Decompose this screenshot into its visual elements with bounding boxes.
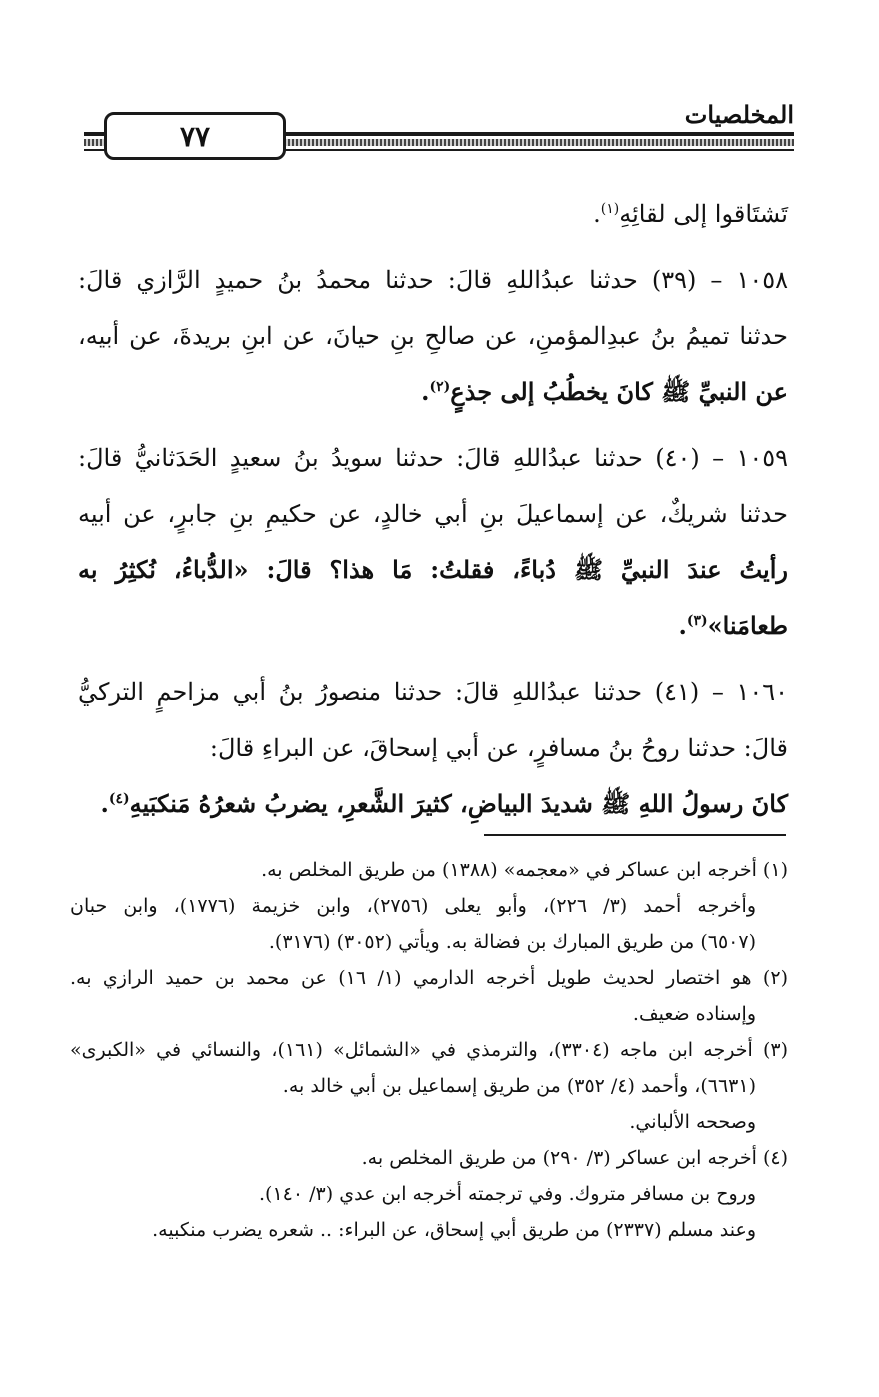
- footnote-ref: (١): [600, 201, 620, 217]
- footnotes: [70, 852, 788, 1248]
- hadith-1059-line-2: حدثنا شريكٌ، عن إسماعيلَ بنِ أبي خالدٍ، عن حكيمِ بنِ جابرٍ، عن أبيه: [78, 500, 788, 528]
- hadith-1060-line-1: ١٠٦٠ – (٤١) حدثنا عبدُاللهِ قالَ: حدثنا منصورُ بنُ أبي مزاحمٍ التركيُّ: [78, 678, 788, 706]
- footnote-2-line-2: وإسناده ضعيف.: [632, 1003, 756, 1025]
- text-span: طعامَنا»: [707, 611, 788, 640]
- hadith-1058-line-3: [78, 364, 788, 420]
- text-span: كانَ رسولُ اللهِ ﷺ شديدَ البياضِ، كثيرَ الشَّعرِ، يضربُ شعرُهُ مَنكبَيهِ: [129, 789, 788, 818]
- hadith-1059-line-4: [78, 598, 788, 654]
- footnote-divider: [484, 834, 786, 836]
- page-header: [84, 100, 794, 166]
- footnote-4-line-1: (٤) أخرجه ابن عساكر (٣/ ٢٩٠) من طريق المخلص به.: [361, 1147, 788, 1169]
- text-span: .: [100, 789, 109, 818]
- hadith-1060-line-2: قالَ: حدثنا روحُ بنُ مسافرٍ، عن أبي إسحاقَ، عن البراءِ قالَ:: [209, 734, 788, 762]
- footnote-1-line-2: وأخرجه أحمد (٣/ ٢٢٦)، وأبو يعلى (٢٧٥٦)، وابن خزيمة (١٧٧٦)، وابن حبان: [70, 895, 756, 917]
- footnote-ref: (٤): [108, 791, 130, 807]
- footnote-3-line-3: وصححه الألباني.: [629, 1111, 756, 1133]
- page-number: ٧٧: [104, 112, 286, 160]
- footnote-1-line-3: (٦٥٠٧) من طريق المبارك بن فضالة به. ويأتي (٣٠٥٢) (٣١٧٦).: [268, 931, 756, 953]
- footnote-3-line-1: (٣) أخرجه ابن ماجه (٣٣٠٤)، والترمذي في «الشمائل» (١٦١)، والنسائي في «الكبرى»: [70, 1039, 788, 1061]
- footnote-ref: (٣): [686, 613, 708, 629]
- footnote-3-line-2: (٦٦٣١)، وأحمد (٤/ ٣٥٢) من طريق إسماعيل بن أبي خالد به.: [282, 1075, 756, 1097]
- hadith-1059-line-3: رأيتُ عندَ النبيِّ ﷺ دُباءً، فقلتُ: مَا هذا؟ قالَ: «الدُّباءُ، نُكثِرُ به: [78, 555, 788, 584]
- footnote-2-line-1: (٢) هو اختصار لحديث طويل أخرجه الدارمي (١/ ١٦) عن محمد بن حميد الرازي به.: [70, 967, 788, 989]
- hadith-1058-line-1: ١٠٥٨ – (٣٩) حدثنا عبدُاللهِ قالَ: حدثنا محمدُ بنُ حميدٍ الرَّازي قالَ:: [78, 266, 788, 294]
- footnote-ref: (٢): [429, 379, 451, 395]
- hadith-1060-line-3: [78, 776, 788, 832]
- hadith-1058-line-2: حدثنا تميمُ بنُ عبدِالمؤمنِ، عن صالحِ بنِ حيانَ، عن ابنِ بريدةَ، عن أبيه،: [78, 322, 788, 350]
- text-span: .: [593, 200, 601, 228]
- footnote-4-line-3: وعند مسلم (٢٣٣٧) من طريق أبي إسحاق، عن البراء: .. شعره يضرب منكبيه.: [152, 1219, 756, 1241]
- text-span: عن النبيِّ ﷺ كانَ يخطُبُ إلى جذعٍ: [450, 377, 788, 406]
- text-span: .: [421, 377, 430, 406]
- footnote-4-line-2: وروح بن مسافر متروك. وفي ترجمته أخرجه ابن عدي (٣/ ١٤٠).: [259, 1183, 756, 1205]
- text-line: [78, 186, 788, 242]
- footnote-1-line-1: (١) أخرجه ابن عساكر في «معجمه» (١٣٨٨) من طريق المخلص به.: [261, 859, 788, 881]
- text-span: .: [678, 611, 687, 640]
- text-span: تَشتَاقوا إلى لقائِهِ: [619, 200, 788, 228]
- main-text: [78, 186, 788, 832]
- hadith-1059-line-1: ١٠٥٩ – (٤٠) حدثنا عبدُاللهِ قالَ: حدثنا سويدُ بنُ سعيدٍ الحَدَثانيُّ قالَ:: [78, 444, 788, 472]
- running-title: المخلصيات: [675, 100, 794, 130]
